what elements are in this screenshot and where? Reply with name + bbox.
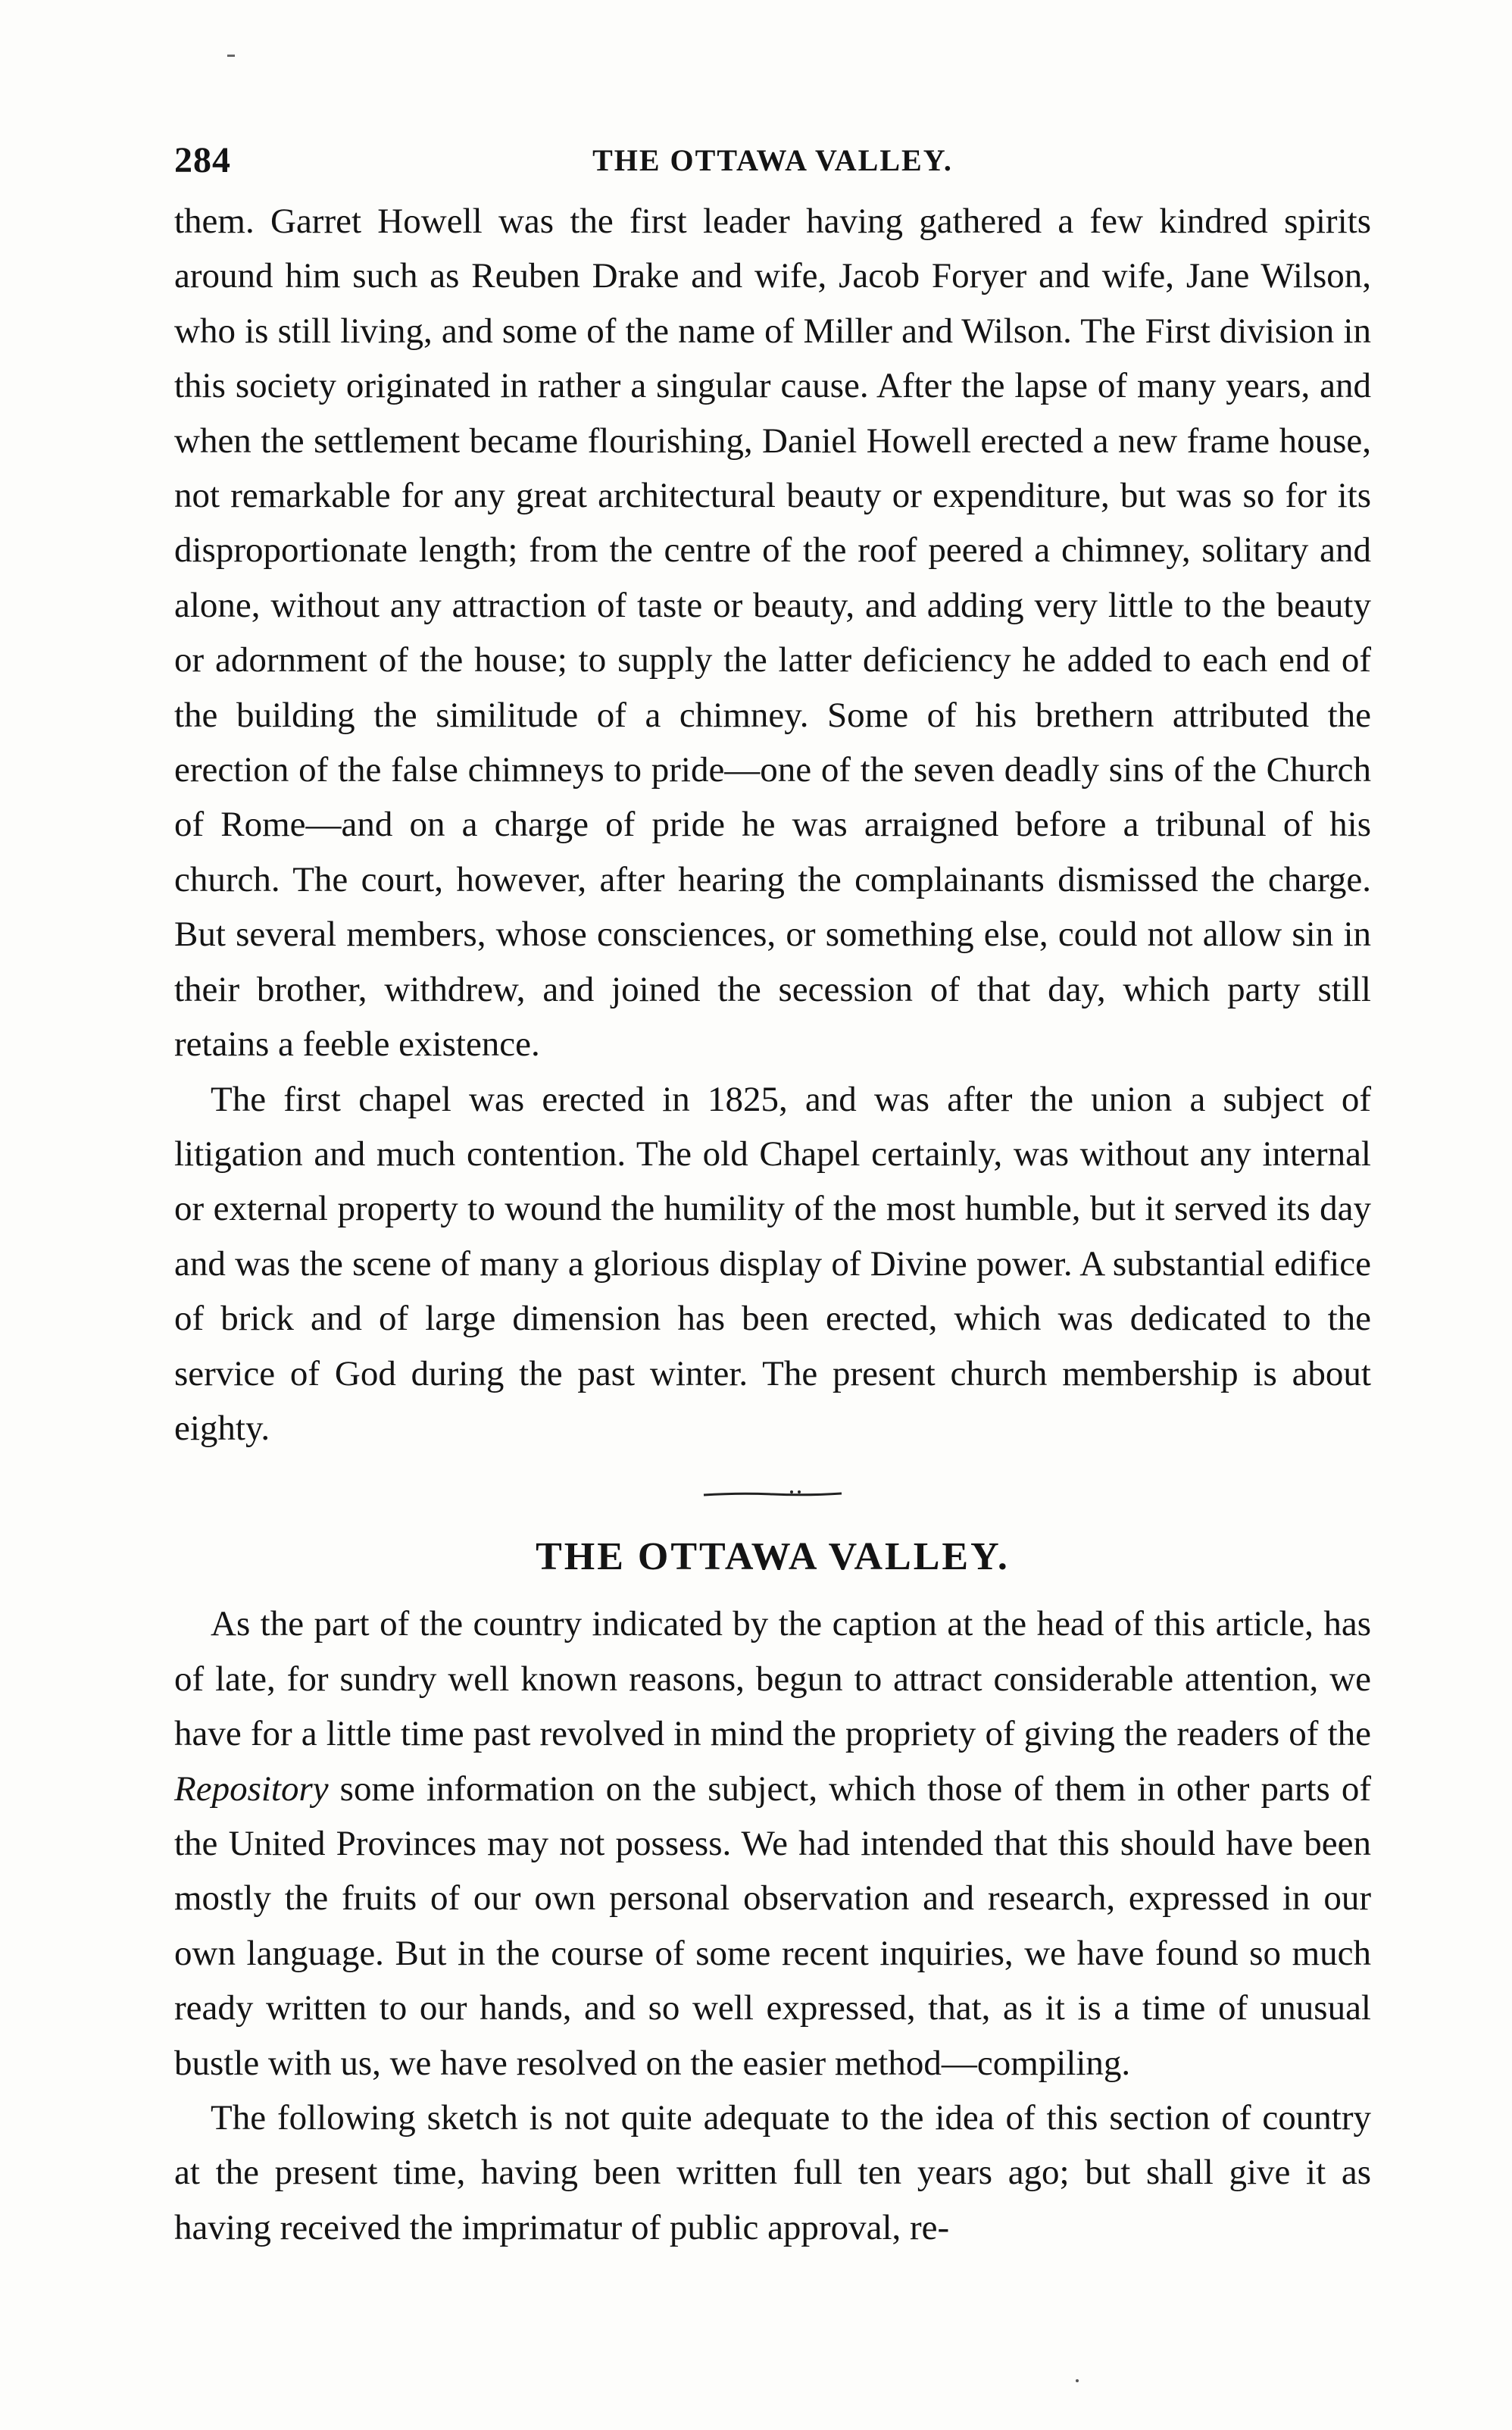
section-paragraph: The following sketch is not quite adequate to the idea of this section of country at the present time, having been written full ten years ago; but shall give it as having received the imprimatur of public approval, re- [174, 2098, 1371, 2247]
page-number: 284 [174, 140, 231, 180]
section-title: THE OTTAWA VALLEY. [536, 1535, 1010, 1579]
stray-ink-mark [227, 55, 235, 57]
article-body [174, 194, 1371, 1456]
body-paragraph: The first chapel was erected in 1825, and was after the union a subject of litigation and much contention. The old Chapel certainly, was without any internal or external property to wound the humility of the most humble, but it served its day and was the scene of many a glorious display of Divine power. A substantial edifice of brick and of large dimension has been erected, which was dedicated to the service of God during the past winter. The present church membership is about eighty. [174, 1079, 1371, 1448]
book-page [174, 129, 1371, 2255]
running-title: THE OTTAWA VALLEY. [592, 143, 953, 177]
stray-ink-dot [1076, 2379, 1079, 2382]
section-divider-ornament [701, 1489, 845, 1498]
section-body [174, 1597, 1371, 2255]
section-paragraph [174, 1597, 1371, 2091]
journal-name: Repository [174, 1769, 329, 1809]
running-head [174, 129, 1371, 189]
section-paragraph-text: As the part of the country indicated by the caption at the head of this article, has of late, for sundry well known reasons, begun to attract considerable attention, we have for a little time past revolved in mind the propriety of giving the readers of the [174, 1604, 1371, 1754]
body-paragraph: them. Garret Howell was the first leader having gathered a few kindred spirits around him such as Reuben Drake and wife, Jacob Foryer and wife, Jane Wilson, who is still living, and some of the name of Miller and Wilson. The First division in this society originated in rather a singular cause. After the lapse of many years, and when the settlement became flourishing, Daniel Howell erected a new frame house, not remarkable for any great architectural beauty or expenditure, but was so for its disproportionate length; from the centre of the roof peered a chimney, solitary and alone, without any attraction of taste or beauty, and adding very little to the beauty or adornment of the house; to supply the latter deficiency he added to each end of the building the similitude of a chimney. Some of his brethern attributed the erection of the false chimneys to pride—one of the seven deadly sins of the Church of Rome—and on a charge of pride he was arraigned before a tribunal of his church. The court, however, after hearing the complainants dismissed the charge. But several members, whose consciences, or something else, could not allow sin in their brother, withdrew, and joined the secession of that day, which party still retains a feeble existence. [174, 202, 1371, 1065]
section-paragraph-text: some information on the subject, which those of them in other parts of the United Provinces may not possess. We had intended that this should have been mostly the fruits of our own personal observation and research, expressed in our own language. But in the course of some recent inquiries, we have found so much ready written to our hands, and so well expressed, that, as it is a time of unusual bustle with us, we have resolved on the easier method—compiling. [174, 1769, 1371, 2083]
